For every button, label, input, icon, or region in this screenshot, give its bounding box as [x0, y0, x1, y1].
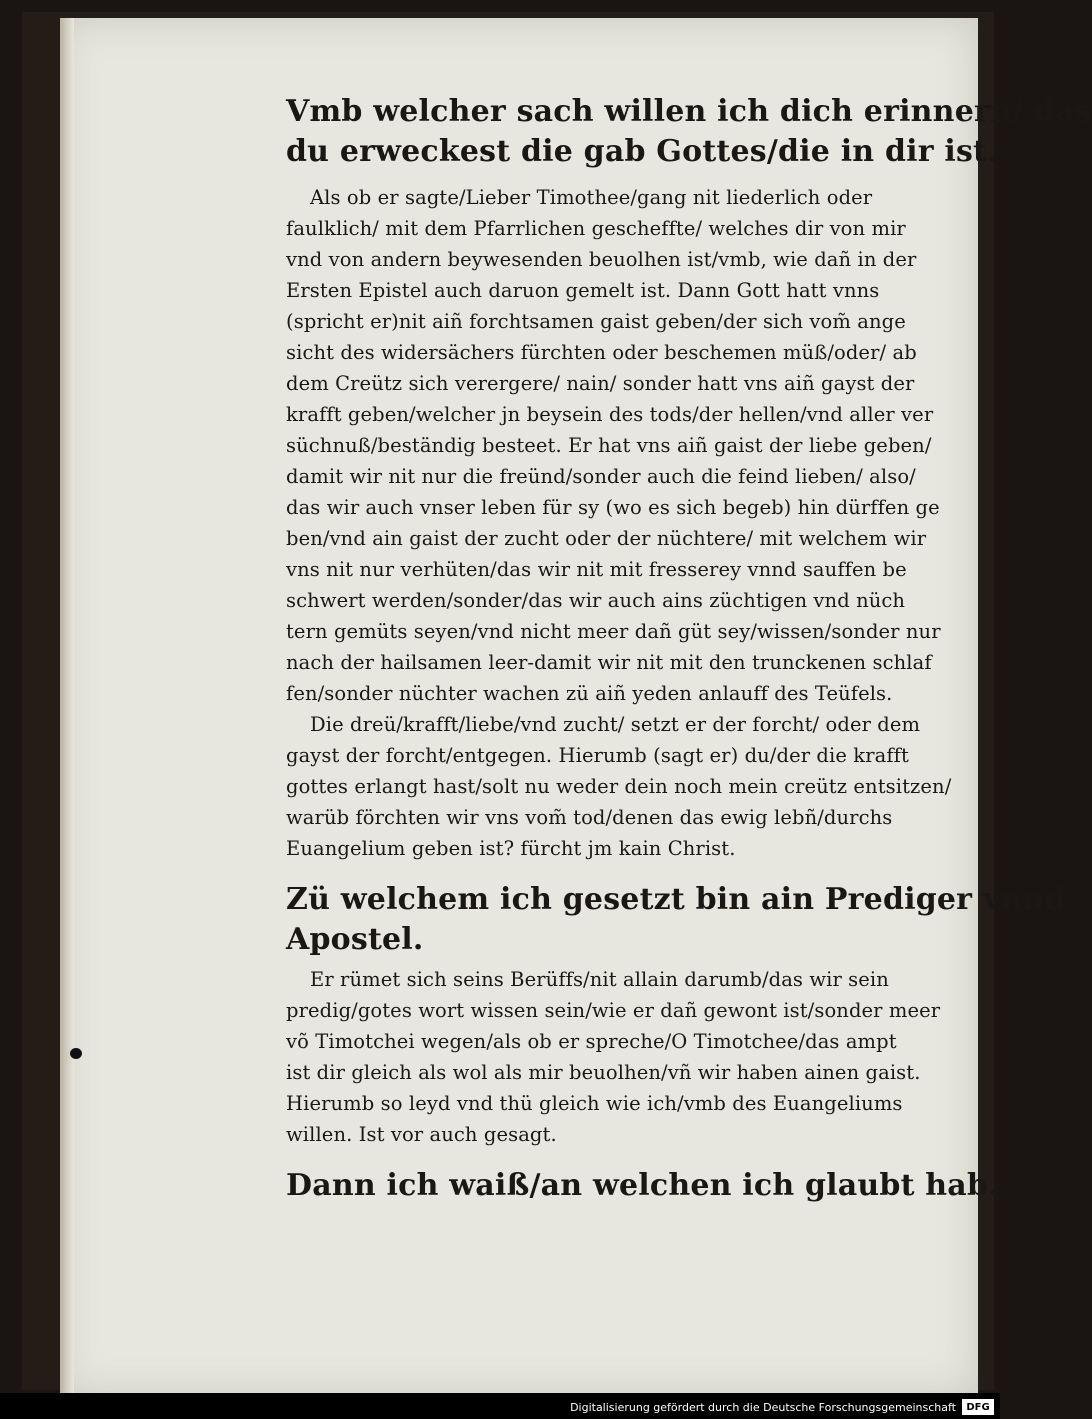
text-line: süchnuß/beständig besteet. Er hat vns aiñ gaist der liebe geben/: [286, 434, 932, 457]
heading-line: Apostel.: [286, 922, 424, 957]
text-line: das wir auch vnser leben für sy (wo es sich begeb) hin dürffen ge: [286, 496, 940, 519]
text-line: tern gemüts seyen/vnd nicht meer dañ güt sey/wissen/sonder nur: [286, 620, 941, 643]
text-line: ist dir gleich als wol als mir beuolhen/vñ wir haben ainen gaist.: [286, 1061, 921, 1084]
heading-line: du erweckest die gab Gottes/die in dir ist.: [286, 134, 998, 169]
page-text: [286, 92, 1092, 1206]
heading-line: Vmb welcher sach willen ich dich erinnern/ das: [286, 94, 1092, 129]
section-3: [286, 1166, 999, 1206]
text-line: nach der hailsamen leer-damit wir nit mit den trunckenen schlaf: [286, 651, 932, 674]
heading-line: Zü welchem ich gesetzt bin ain Prediger vnnd: [286, 882, 1066, 917]
text-line: ben/vnd ain gaist der zucht oder der nüchtere/ mit welchem wir: [286, 527, 927, 550]
text-line: vnd von andern beywesenden beuolhen ist/vmb, wie dañ in der: [286, 248, 917, 271]
text-line: võ Timotchei wegen/als ob er spreche/O Timotchee/das ampt: [286, 1030, 897, 1053]
heading-line: Dann ich waiß/an welchen ich glaubt hab.: [286, 1168, 999, 1203]
text-line: Er rümet sich seins Berüffs/nit allain darumb/das wir sein: [310, 968, 889, 991]
text-line: krafft geben/welcher jn beysein des tods/der hellen/vnd aller ver: [286, 403, 934, 426]
text-line: gayst der forcht/entgegen. Hierumb (sagt er) du/der die krafft: [286, 744, 909, 767]
text-line: Die dreü/krafft/liebe/vnd zucht/ setzt er der forcht/ oder dem: [310, 713, 921, 736]
text-line: gottes erlangt hast/solt nu weder dein noch mein creütz entsitzen/: [286, 775, 952, 798]
text-line: fen/sonder nüchter wachen zü aiñ yeden anlauff des Teüfels.: [286, 682, 893, 705]
text-line: Als ob er sagte/Lieber Timothee/gang nit liederlich oder: [310, 186, 873, 209]
text-line: Euangelium geben ist? fürcht jm kain Christ.: [286, 837, 736, 860]
margin-ink-dot: [70, 1048, 82, 1059]
paragraph: [286, 182, 964, 709]
text-line: Hierumb so leyd vnd thü gleich wie ich/vmb des Euangeliums: [286, 1092, 903, 1115]
text-line: damit wir nit nur die freünd/sonder auch die feind lieben/ also/: [286, 465, 916, 488]
footer-bar: [0, 1393, 1000, 1419]
funding-credit: Digitalisierung gefördert durch die Deutsche Forschungsgemeinschaft: [570, 1401, 956, 1414]
section-2: [286, 880, 1066, 1150]
text-line: faulklich/ mit dem Pfarrlichen gescheffte/ welches dir von mir: [286, 217, 906, 240]
text-line: predig/gotes wort wissen sein/wie er dañ gewont ist/sonder meer: [286, 999, 941, 1022]
text-line: (spricht er)nit aiñ forchtsamen gaist geben/der sich vom̃ ange: [286, 310, 906, 333]
text-line: sicht des widersächers fürchten oder beschemen müß/oder/ ab: [286, 341, 917, 364]
section-1: [286, 92, 1092, 864]
paragraph: [286, 709, 964, 864]
text-line: schwert werden/sonder/das wir auch ains züchtigen vnd nüch: [286, 589, 906, 612]
text-line: Ersten Epistel auch daruon gemelt ist. Dann Gott hatt vnns: [286, 279, 880, 302]
dfg-logo: DFG: [962, 1399, 994, 1415]
text-line: vns nit nur verhüten/das wir nit mit fresserey vnnd sauffen be: [286, 558, 907, 581]
text-line: willen. Ist vor auch gesagt.: [286, 1123, 557, 1146]
text-line: warüb förchten wir vns vom̃ tod/denen das ewig lebñ/durchs: [286, 806, 893, 829]
text-line: dem Creütz sich verergere/ nain/ sonder hatt vns aiñ gayst der: [286, 372, 915, 395]
paragraph: [286, 964, 964, 1150]
